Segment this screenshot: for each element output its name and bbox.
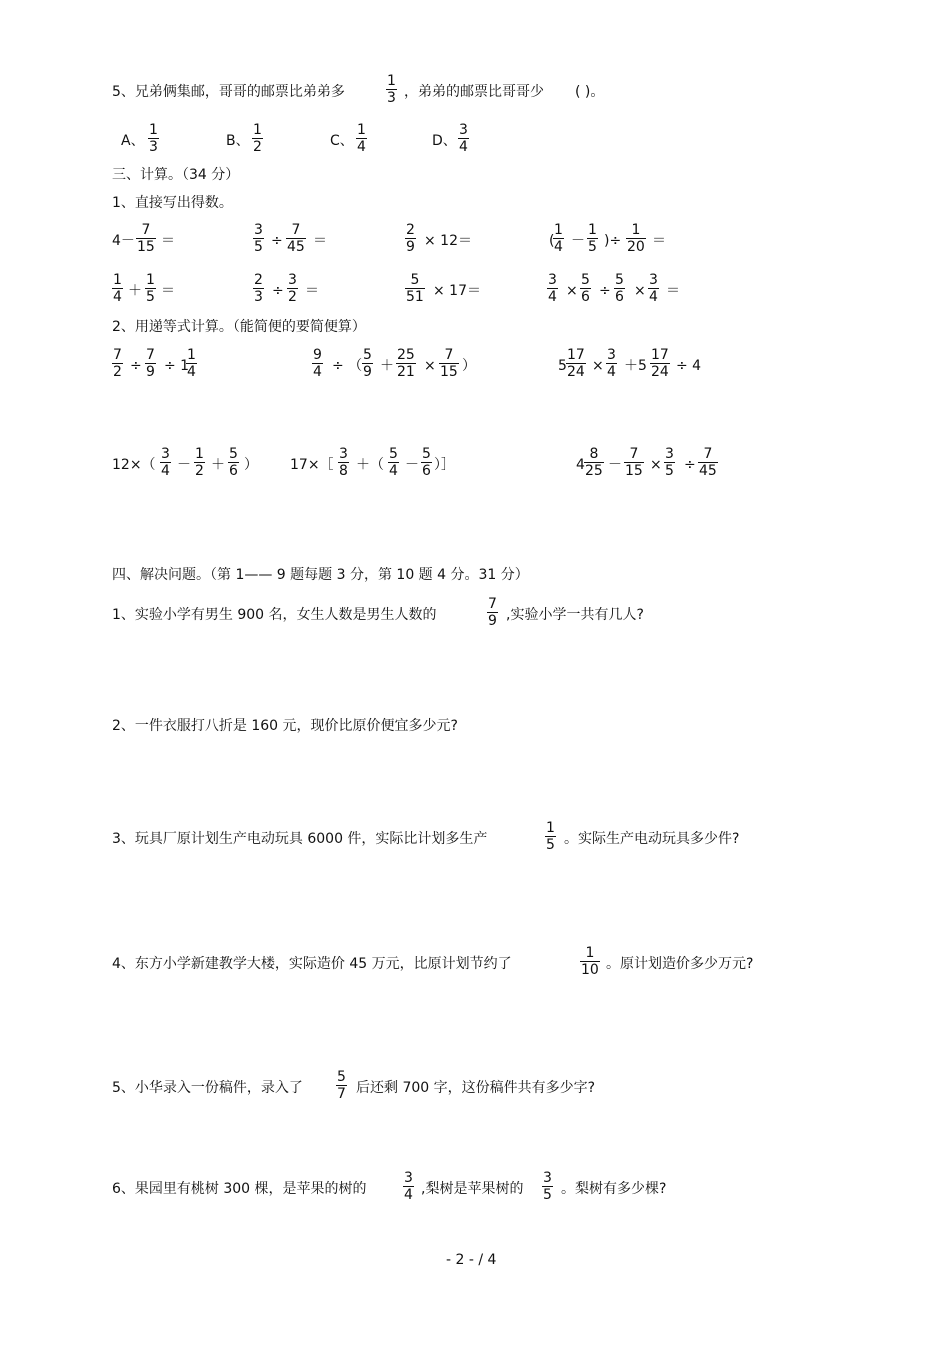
r2e4-frac2: 5 6 [581,272,590,305]
r3e2-frac4: 7 15 [440,347,458,380]
r4e1-frac3: 5 6 [229,446,238,479]
r3e3-frac1: 17 24 [567,347,585,380]
r4e3-frac4: 7 45 [699,446,717,479]
r4e1-frac2: 1 2 [195,446,204,479]
r4e3-frac1: 8 25 [585,446,603,479]
problem5-text: 5、小华录入一份稿件，录入了 [112,1080,303,1096]
q5-text: 5、兄弟俩集邮，哥哥的邮票比弟弟多 [112,84,345,100]
r3e3-op2: ＋5 [624,358,647,374]
r2e4-op2: ÷ [599,283,611,299]
problem6-fraction2: 3 5 [543,1170,552,1203]
r1e1-pre: 4－ [112,233,135,249]
r3e3-whole1: 5 [558,358,567,374]
option-d-label: D、 [432,133,457,149]
r2e4-op1: × [566,283,578,299]
problem6-text-mid: ,梨树是苹果树的 [421,1181,524,1197]
r1e3-frac: 2 9 [406,222,415,255]
q5-text-after: ，弟弟的邮票比哥哥少 [404,84,544,100]
problem5-fraction: 5 7 [337,1069,346,1102]
r4e3-frac2: 7 15 [625,446,643,479]
q5-answer-blank[interactable]: ( )。 [575,84,605,100]
r4e3-op2: × [650,457,662,473]
r4e2-op2: － [405,457,419,473]
r2e2-frac1: 2 3 [254,272,263,305]
r4e2-op1: ＋（ [356,457,384,473]
r1e2-frac1: 3 5 [254,222,263,255]
r3e2-frac2: 5 9 [363,347,372,380]
problem4-text: 4、东方小学新建教学大楼，实际造价 45 万元，比原计划节约了 [112,956,512,972]
section3-title: 三、计算。（34 分） [112,167,240,183]
problem4-text-after: 。原计划造价多少万元? [606,956,754,972]
problem1-text: 1、实验小学有男生 900 名，女生人数是男生人数的 [112,607,437,623]
option-b-fraction[interactable]: 1 2 [253,122,262,155]
problem6-text: 6、果园里有桃树 300 棵，是苹果的树的 [112,1181,367,1197]
r2e2-frac2: 3 2 [288,272,297,305]
r3e3-frac3: 17 24 [651,347,669,380]
option-c-fraction[interactable]: 1 4 [357,122,366,155]
r2e1-frac2: 1 5 [146,272,155,305]
r1e4-frac2: 1 5 [588,222,597,255]
r2e3-frac: 5 51 [406,272,424,305]
r3e2-close: ） [462,358,476,374]
r3e2-frac3: 25 21 [397,347,415,380]
r4e3-whole1: 4 [576,457,585,473]
section4-title: 四、解决问题。（第 1—— 9 题每题 3 分，第 10 题 4 分。31 分） [112,567,529,583]
problem5-text-after: 后还剩 700 字，这份稿件共有多少字? [356,1080,596,1096]
r1e4-frac1: 1 4 [554,222,563,255]
r1e2-op: ÷ [271,233,283,249]
problem1-fraction: 7 9 [488,596,497,629]
r2e4-frac3: 5 6 [615,272,624,305]
r1e1-eq: ＝ [161,233,175,249]
r2e3-post: × 17＝ [433,283,481,299]
r3e2-op2: ＋ [380,358,394,374]
r4e1-pre: 12×（ [112,457,156,473]
r1e3-post: × 12＝ [424,233,472,249]
r3e1-frac2: 7 9 [146,347,155,380]
r4e2-close: ）］ [434,457,455,473]
r4e3-op3: ÷ [684,457,696,473]
r3e1-op1: ÷ [130,358,142,374]
r4e1-op1: － [177,457,191,473]
r1e4-mid: )÷ [604,233,622,249]
r2e2-eq: ＝ [305,283,319,299]
r1e2-eq: ＝ [313,233,327,249]
r3e2-op1: ÷ （ [332,358,363,374]
r1e4-frac3: 1 20 [627,222,645,255]
r3e3-frac2: 3 4 [607,347,616,380]
r4e2-frac1: 3 8 [339,446,348,479]
r4e1-close: ） [244,457,258,473]
option-b-label: B、 [226,133,250,149]
q5-fraction: 1 3 [387,73,396,106]
r3e3-post: ÷ 4 [676,358,702,374]
r4e3-op1: － [608,457,622,473]
problem1-text-after: ,实验小学一共有几人? [506,607,644,623]
r3e1-frac1: 7 2 [113,347,122,380]
r4e1-op2: ＋ [211,457,225,473]
problem4-fraction: 1 10 [581,945,599,978]
r1e2-frac2: 7 45 [287,222,305,255]
option-d-fraction[interactable]: 3 4 [459,122,468,155]
r2e4-frac4: 3 4 [649,272,658,305]
r4e1-frac1: 3 4 [161,446,170,479]
r3e1-op2: ÷ 1 [164,358,190,374]
r4e2-pre: 17×［ [290,457,334,473]
r4e2-frac3: 5 6 [422,446,431,479]
r2e4-frac1: 3 4 [548,272,557,305]
option-a-label: A、 [121,133,145,149]
r3e1-frac3: 1 4 [187,347,196,380]
option-c-label: C、 [330,133,354,149]
r2e1-op: ＋ [128,283,142,299]
problem3-text-after: 。实际生产电动玩具多少件? [564,831,740,847]
r4e3-frac3: 3 5 [665,446,674,479]
r3e2-op3: × [424,358,436,374]
r2e4-op3: × [634,283,646,299]
problem2-text: 2、一件衣服打八折是 160 元，现价比原价便宜多少元? [112,718,458,734]
r2e2-op: ÷ [272,283,284,299]
r1e4-open: ( [549,233,555,249]
r1e1-frac: 7 15 [137,222,155,255]
option-a-fraction[interactable]: 1 3 [149,122,158,155]
problem3-fraction: 1 5 [546,820,555,853]
r2e1-frac1: 1 4 [113,272,122,305]
section3-sub1: 1、直接写出得数。 [112,195,233,211]
problem6-text-after: 。梨树有多少棵? [561,1181,667,1197]
page-number: - 2 - / 4 [446,1252,497,1268]
r4e2-frac2: 5 4 [389,446,398,479]
problem3-text: 3、玩具厂原计划生产电动玩具 6000 件，实际比计划多生产 [112,831,488,847]
r1e4-op: － [571,233,585,249]
r3e2-frac1: 9 4 [313,347,322,380]
r2e1-eq: ＝ [161,283,175,299]
r3e3-op1: × [592,358,604,374]
problem6-fraction1: 3 4 [404,1170,413,1203]
section3-sub2: 2、用递等式计算。（能简便的要简便算） [112,319,366,335]
r2e4-eq: ＝ [666,283,680,299]
r1e4-eq: ＝ [652,233,666,249]
